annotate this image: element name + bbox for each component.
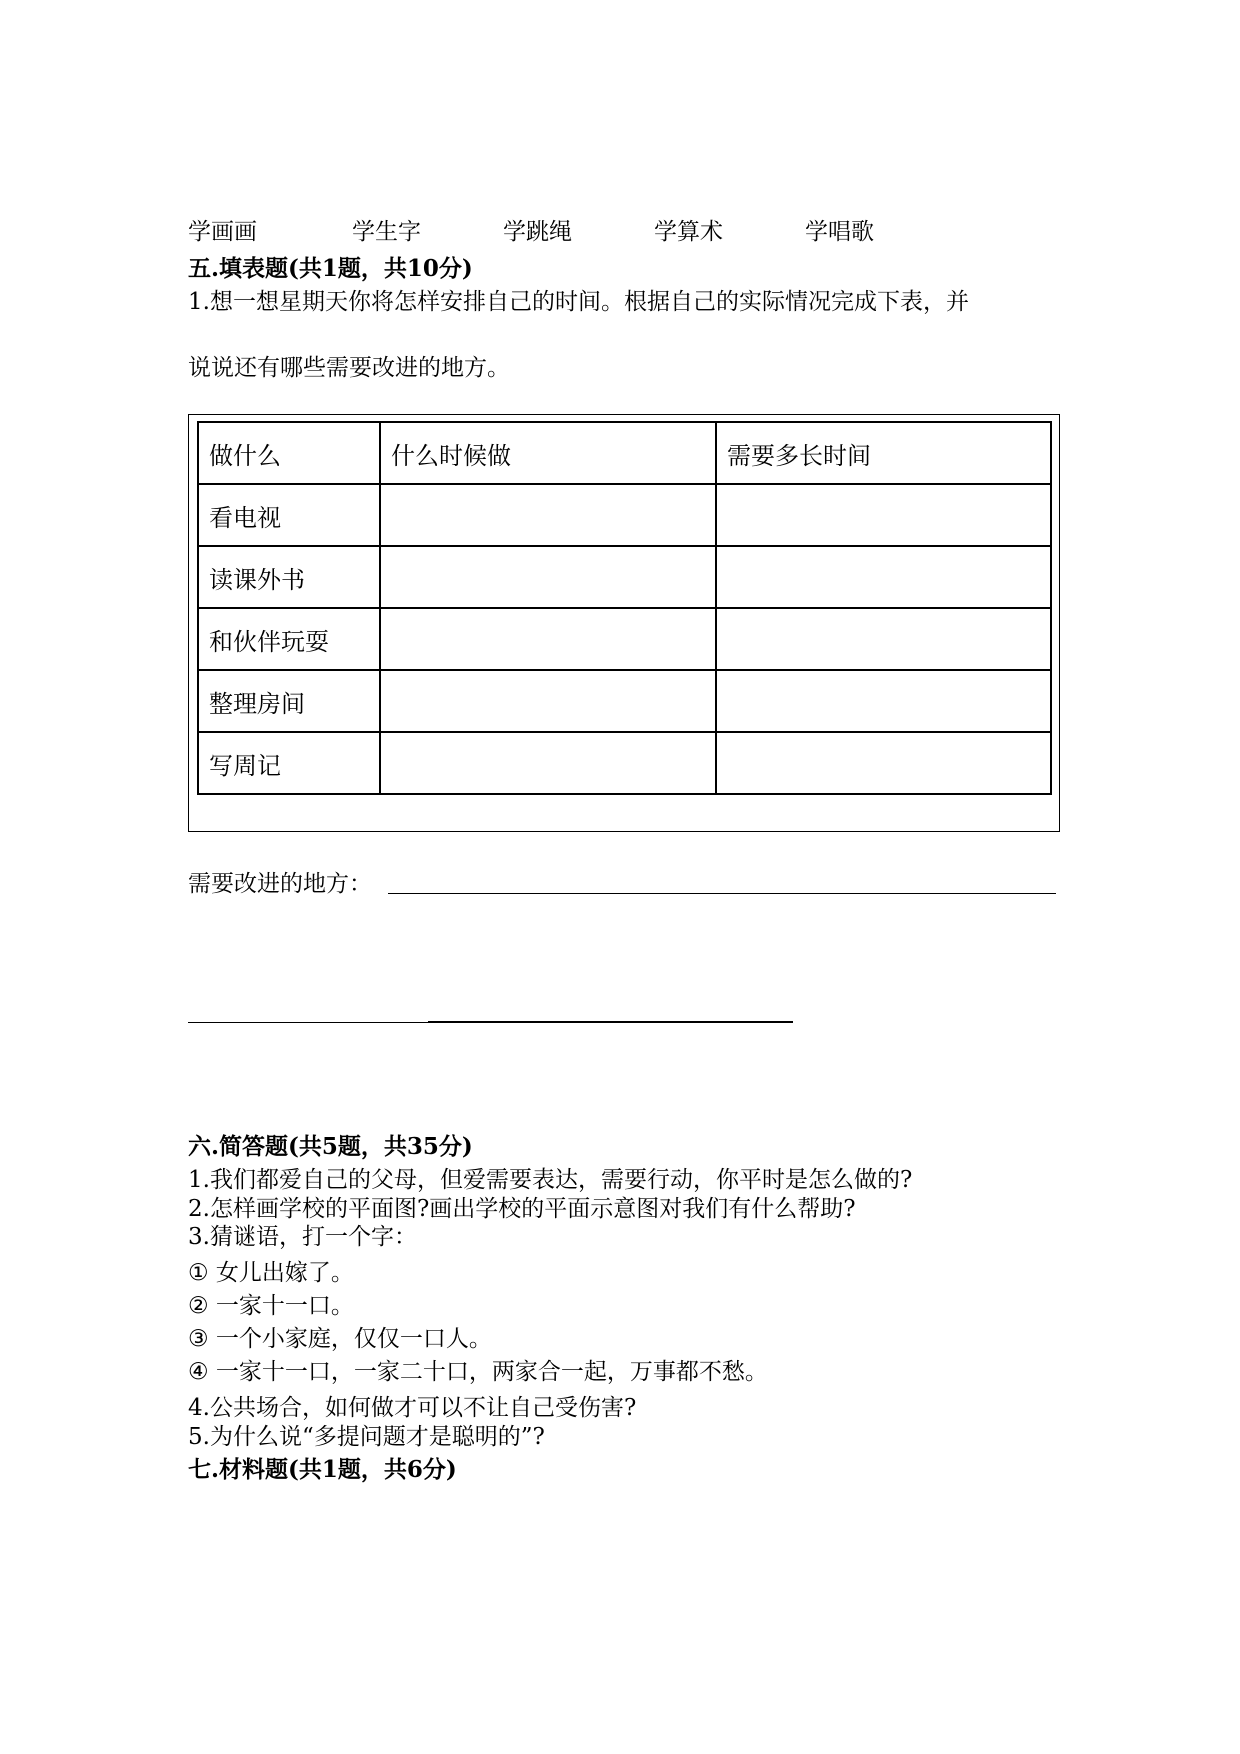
table-cell-activity: 和伙伴玩耍 <box>198 608 380 670</box>
table-row <box>198 484 1051 546</box>
table-cell-activity: 读课外书 <box>198 546 380 608</box>
table-header-cell: 什么时候做 <box>380 422 716 484</box>
section6-question-4: 4.公共场合，如何做才可以不让自己受伤害? <box>188 1395 637 1421</box>
option-5: 学唱歌 <box>805 219 874 245</box>
table-row <box>198 732 1051 794</box>
riddle-item: ② 一家十一口。 <box>188 1293 354 1319</box>
option-2: 学生字 <box>352 219 421 245</box>
table-row <box>198 608 1051 670</box>
table-cell-duration[interactable] <box>716 484 1051 546</box>
table-cell-duration[interactable] <box>716 608 1051 670</box>
table-header-cell: 做什么 <box>198 422 380 484</box>
table-row <box>198 546 1051 608</box>
section5-title: 五.填表题(共1题，共10分) <box>188 255 473 282</box>
table-cell-activity: 整理房间 <box>198 670 380 732</box>
riddle-item: ① 女儿出嫁了。 <box>188 1260 354 1286</box>
section5-question-line2: 说说还有哪些需要改进的地方。 <box>188 355 510 381</box>
option-3: 学跳绳 <box>503 219 572 245</box>
section5-question-line1: 1.想一想星期天你将怎样安排自己的时间。根据自己的实际情况完成下表，并 <box>188 289 969 315</box>
table-cell-when[interactable] <box>380 484 716 546</box>
table-cell-duration[interactable] <box>716 732 1051 794</box>
table-header-cell: 需要多长时间 <box>716 422 1051 484</box>
schedule-table <box>197 421 1052 795</box>
table-cell-activity: 写周记 <box>198 732 380 794</box>
table-cell-duration[interactable] <box>716 546 1051 608</box>
section6-question-5: 5.为什么说“多提问题才是聪明的”? <box>188 1424 545 1450</box>
section7-title: 七.材料题(共1题，共6分) <box>188 1456 457 1483</box>
answer-line-thin[interactable] <box>188 1022 428 1023</box>
option-4: 学算术 <box>654 219 723 245</box>
table-cell-when[interactable] <box>380 732 716 794</box>
table-row <box>198 670 1051 732</box>
riddle-item: ③ 一个小家庭，仅仅一口人。 <box>188 1326 492 1352</box>
option-1: 学画画 <box>188 219 257 245</box>
table-cell-when[interactable] <box>380 670 716 732</box>
answer-line-bold[interactable] <box>428 1021 793 1023</box>
improve-label: 需要改进的地方： <box>188 871 372 897</box>
table-cell-duration[interactable] <box>716 670 1051 732</box>
section6-title: 六.简答题(共5题，共35分) <box>188 1133 473 1160</box>
table-header-row <box>198 422 1051 484</box>
section6-question-1: 1.我们都爱自己的父母，但爱需要表达，需要行动，你平时是怎么做的? <box>188 1167 913 1193</box>
table-cell-when[interactable] <box>380 546 716 608</box>
answer-line[interactable] <box>388 893 1056 894</box>
section6-question-2: 2.怎样画学校的平面图?画出学校的平面示意图对我们有什么帮助? <box>188 1196 856 1222</box>
section6-question-3: 3.猜谜语，打一个字： <box>188 1224 417 1250</box>
table-cell-when[interactable] <box>380 608 716 670</box>
table-cell-activity: 看电视 <box>198 484 380 546</box>
riddle-item: ④ 一家十一口，一家二十口，两家合一起，万事都不愁。 <box>188 1359 768 1385</box>
